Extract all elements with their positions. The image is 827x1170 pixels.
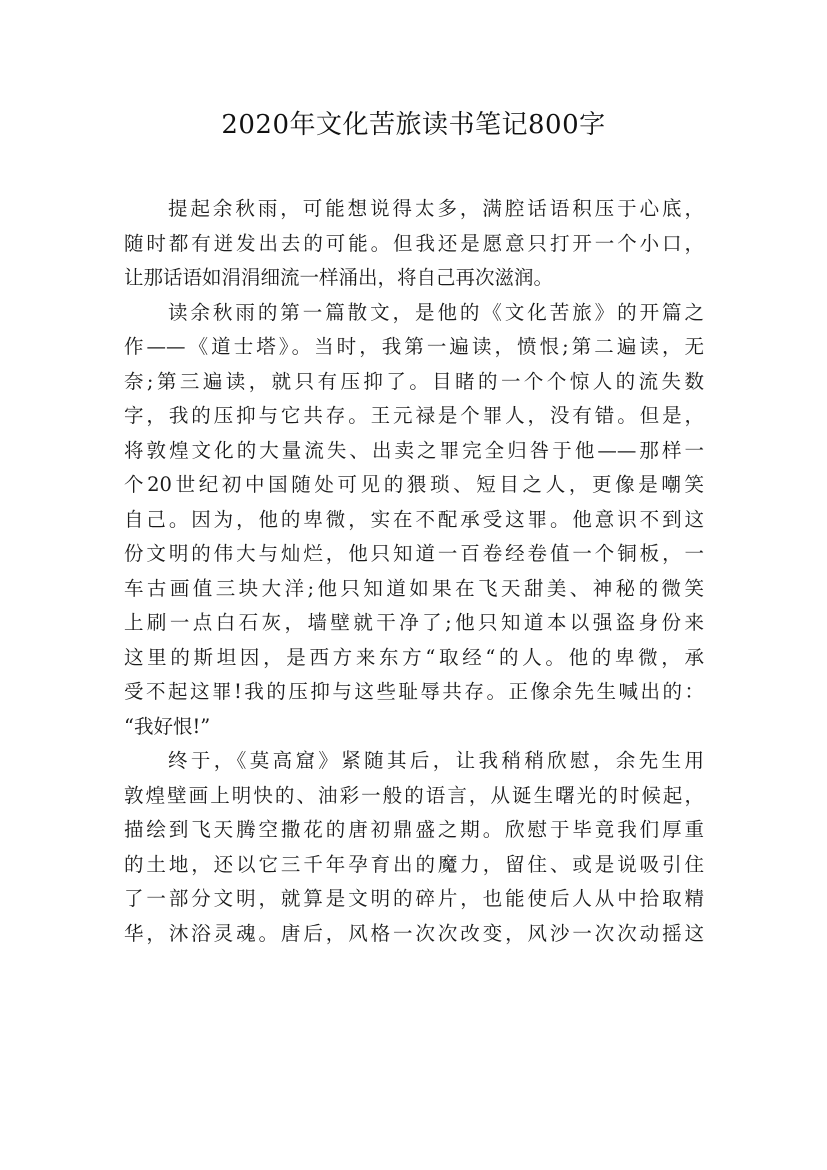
- text-line: 个20世纪初中国随处可见的猥琐、短目之人，更像是嘲笑: [124, 473, 704, 496]
- text-line: 这里的斯坦因，是西方来东方“取经“的人。他的卑微，承: [124, 645, 704, 669]
- text-line: 奈;第三遍读，就只有压抑了。目睹的一个个惊人的流失数: [124, 369, 704, 393]
- text-line: 份文明的伟大与灿烂，他只知道一百卷经卷值一个铜板，一: [124, 542, 704, 565]
- text-line: “我好恨!”: [124, 714, 211, 738]
- text-line: 自己。因为，他的卑微，实在不配承受这罪。他意识不到这: [124, 507, 704, 531]
- text-line: 的土地，还以它三千年孕育出的魔力，留住、或是说吸引住: [124, 852, 704, 876]
- document-body: [124, 192, 704, 951]
- text-line: 受不起这罪!我的压抑与这些耻辱共存。正像余先生喊出的：: [124, 680, 704, 703]
- text-line: 随时都有迸发出去的可能。但我还是愿意只打开一个小口，: [124, 231, 704, 255]
- text-line: 终于，《莫高窟》紧随其后，让我稍稍欣慰，余先生用: [168, 749, 704, 772]
- text-line: 敦煌壁画上明快的、油彩一般的语言，从诞生曙光的时候起，: [124, 783, 704, 807]
- text-line: 字，我的压抑与它共存。王元禄是个罪人，没有错。但是，: [124, 404, 704, 427]
- text-line: 提起余秋雨，可能想说得太多，满腔话语积压于心底，: [168, 197, 704, 220]
- text-line: 车古画值三块大洋;他只知道如果在飞天甜美、神秘的微笑: [124, 576, 704, 600]
- text-line: 上刷一点白石灰，墙壁就干净了;他只知道本以强盗身份来: [124, 611, 704, 634]
- text-line: 描绘到飞天腾空撒花的唐初鼎盛之期。欣慰于毕竟我们厚重: [124, 818, 704, 841]
- document-title: 2020年文化苦旅读书笔记800字: [221, 110, 606, 140]
- text-line: 将敦煌文化的大量流失、出卖之罪完全归咎于他——那样一: [124, 438, 704, 462]
- text-line: 作——《道士塔》。当时，我第一遍读，愤恨;第二遍读，无: [124, 335, 704, 358]
- text-line: 让那话语如涓涓细流一样涌出，将自己再次滋润。: [124, 266, 554, 289]
- text-line: 了一部分文明，就算是文明的碎片，也能使后人从中拾取精: [124, 887, 704, 910]
- text-line: 读余秋雨的第一篇散文，是他的《文化苦旅》的开篇之: [168, 300, 704, 324]
- text-line: 华，沐浴灵魂。唐后，风格一次次改变，风沙一次次动摇这: [124, 921, 704, 945]
